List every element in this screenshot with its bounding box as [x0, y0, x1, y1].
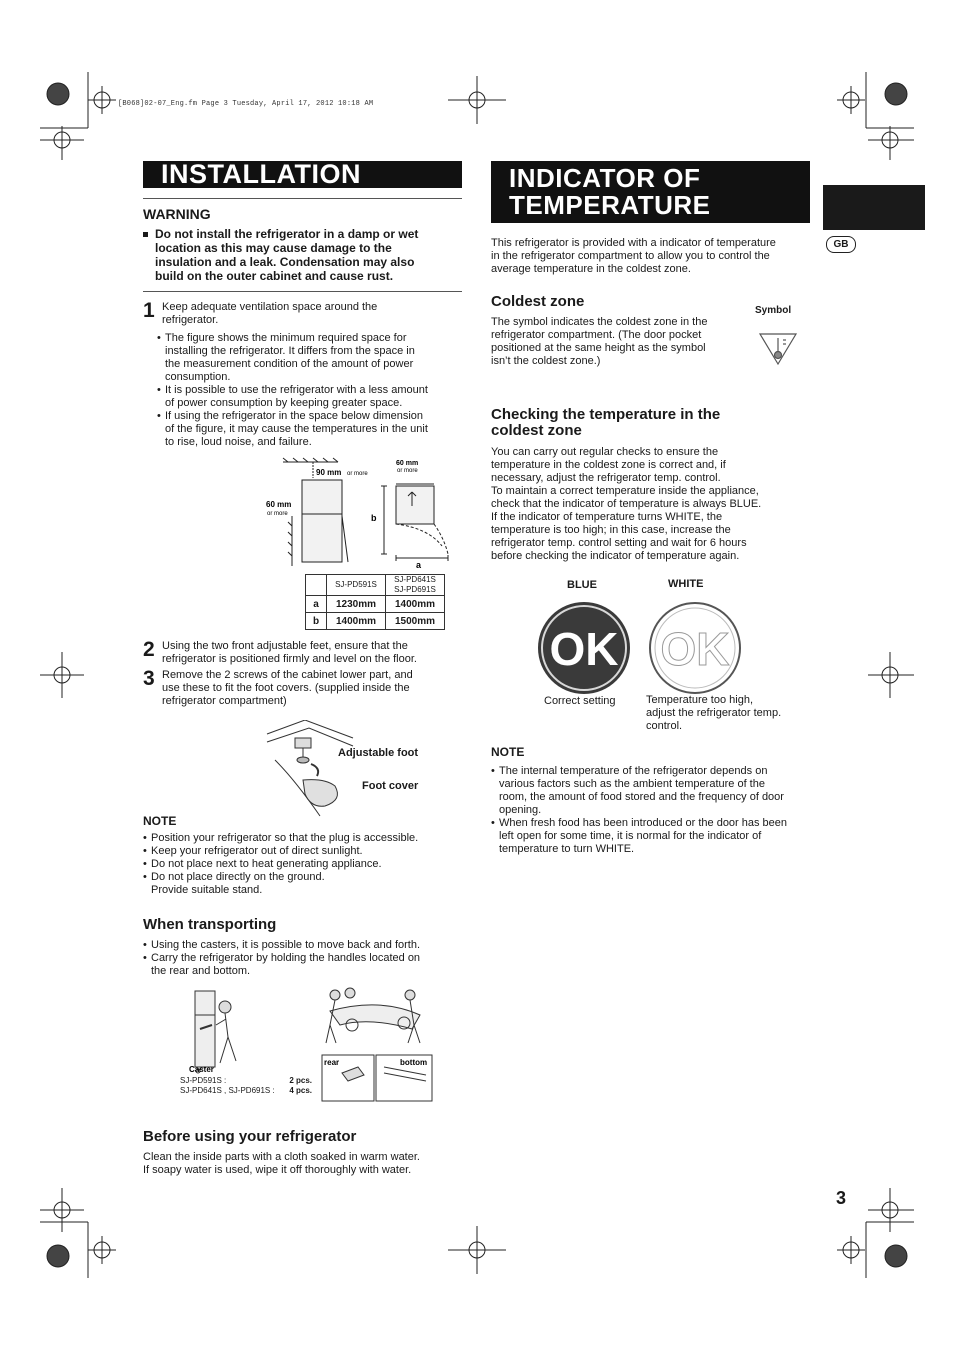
before-using-text: Clean the inside parts with a cloth soaked in warm water. If soapy water is used, wipe it off thoroughly with water.	[143, 1151, 420, 1176]
side-gap-suffix: or more	[267, 511, 288, 517]
list-item: • Do not place directly on the ground. Provide suitable stand.	[143, 871, 462, 897]
language-badge: GB	[826, 236, 856, 253]
top-gap-suffix: or more	[347, 471, 368, 477]
coldest-zone-symbol-icon	[756, 328, 800, 368]
clearance-diagram	[258, 456, 458, 571]
list-item: • Keep your refrigerator out of direct sunlight.	[143, 845, 462, 858]
table-row	[306, 613, 445, 630]
table-row	[306, 596, 445, 613]
before-using-heading: Before using your refrigerator	[143, 1128, 357, 1145]
caster-models: SJ-PD591S : 2 pcs. SJ-PD641S , SJ-PD691S : 4 pcs.	[180, 1076, 312, 1095]
step-1-bullets	[157, 332, 462, 449]
caster-label: Caster	[189, 1065, 214, 1074]
adjustable-foot-label: Adjustable foot	[338, 747, 419, 759]
bottom-label: bottom	[400, 1058, 428, 1067]
note-heading: NOTE	[143, 814, 177, 828]
table-cell: 1400mm	[386, 596, 445, 613]
dimension-b-label: b	[371, 513, 377, 523]
file-header: [B068]02-07_Eng.fm Page 3 Tuesday, April 17, 2012 10:18 AM	[118, 100, 374, 108]
checking-text: You can carry out regular checks to ensure the temperature in the coldest zone is correct and, if necessary, adjust the refrigerator temp. control. To maintain a correct temperature inside the appliance, check that the indicator of temperature is always BLUE. If the indicator of temperature turns WHITE, the temperature is too high; in this case, increase the refrigerator temp. control setting and wait for 6 hours before checking the indicator of temperature again.	[491, 446, 762, 562]
bullet-square-icon	[143, 232, 148, 237]
ok-white-indicator-icon	[648, 601, 742, 695]
step-2-text: Using the two front adjustable feet, ensure that the refrigerator is positioned firmly and level on the floor.	[162, 640, 417, 665]
foot-cover-illustration	[265, 720, 355, 820]
list-item: • Do not place next to heat generating appliance.	[143, 858, 462, 871]
ok-text: OK	[549, 623, 619, 675]
transport-bullets	[143, 939, 462, 978]
list-item: • The internal temperature of the refrigerator depends on various factors such as the ambient temperature of the room, the amount of food stored and the frequency of door opening.	[491, 765, 811, 817]
divider	[143, 198, 462, 199]
coldest-zone-text: The symbol indicates the coldest zone in the refrigerator compartment. (The door pocket positioned at the same height as the symbol isn’t the coldest zone.)	[491, 316, 708, 367]
installation-title: INSTALLATION	[143, 161, 462, 188]
coldest-zone-heading: Coldest zone	[491, 293, 585, 310]
list-item: • Using the casters, it is possible to move back and forth.	[143, 939, 462, 952]
step-2-number: 2	[143, 638, 155, 661]
side-gap-value: 60 mm	[266, 500, 292, 509]
checking-heading: Checking the temperature in the coldest zone	[491, 406, 721, 439]
table-cell: b	[306, 613, 327, 630]
list-item: • Position your refrigerator so that the plug is accessible.	[143, 832, 462, 845]
white-label: WHITE	[668, 578, 704, 590]
list-item: • It is possible to use the refrigerator with a less amount of power consumption by keeping greater space.	[157, 384, 462, 410]
dimension-table	[305, 574, 445, 630]
dimension-a-label: a	[416, 560, 422, 570]
list-item: • The figure shows the minimum required space for installing the refrigerator. It differs from the space in the measurement condition of the amount of power consumption.	[157, 332, 462, 384]
ok-blue-indicator-icon	[537, 601, 631, 695]
installation-notes	[143, 832, 462, 897]
warning-text: Do not install the refrigerator in a damp or wet location as this may cause damage to the insulation and a leak. Condensation may also build on the outer cabinet and cause rust.	[143, 227, 453, 283]
page-number: 3	[836, 1188, 847, 1208]
symbol-label: Symbol	[755, 305, 792, 316]
step-1-number: 1	[143, 299, 155, 322]
indicator-note-heading: NOTE	[491, 745, 525, 759]
indicator-intro: This refrigerator is provided with a indicator of temperature in the refrigerator compartment to allow you to control the average temperature in the coldest zone.	[491, 237, 776, 275]
table-header-cell: SJ-PD591S	[327, 575, 386, 596]
table-header-cell: SJ-PD641S SJ-PD691S	[386, 575, 445, 596]
door-gap-value: 60 mm	[396, 460, 419, 467]
table-cell: 1500mm	[386, 613, 445, 630]
step-1-text: Keep adequate ventilation space around the refrigerator.	[162, 301, 378, 326]
language-tab	[823, 185, 925, 230]
table-row	[306, 575, 445, 596]
door-gap-suffix: or more	[397, 468, 418, 474]
warning-heading: WARNING	[143, 206, 211, 222]
ok-text: OK	[660, 623, 730, 675]
correct-setting-caption: Correct setting	[544, 695, 616, 707]
too-high-caption: Temperature too high, adjust the refrigerator temp. control.	[646, 694, 782, 732]
table-cell: 1400mm	[327, 613, 386, 630]
transport-heading: When transporting	[143, 916, 277, 933]
indicator-title: INDICATOR OF TEMPERATURE	[491, 161, 810, 223]
list-item: • If using the refrigerator in the space below dimension of the figure, it may cause the temperatures in the unit to rise, loud noise, and failure.	[157, 410, 462, 449]
indicator-notes	[491, 765, 811, 856]
list-item: • When fresh food has been introduced or the door has been left open for some time, it is normal for the indicator of temperature to turn WHITE.	[491, 817, 811, 856]
foot-cover-label: Foot cover	[362, 780, 419, 792]
divider	[143, 291, 462, 292]
table-cell: a	[306, 596, 327, 613]
rear-label: rear	[324, 1058, 340, 1067]
step-3-text: Remove the 2 screws of the cabinet lower part, and use these to fit the foot covers. (supplied inside the refrigerator compartment)	[162, 669, 413, 707]
top-gap-value: 90 mm	[316, 468, 342, 477]
blue-label: BLUE	[567, 579, 597, 591]
table-cell: 1230mm	[327, 596, 386, 613]
step-3-number: 3	[143, 667, 155, 690]
list-item: • Carry the refrigerator by holding the handles located on the rear and bottom.	[143, 952, 462, 978]
